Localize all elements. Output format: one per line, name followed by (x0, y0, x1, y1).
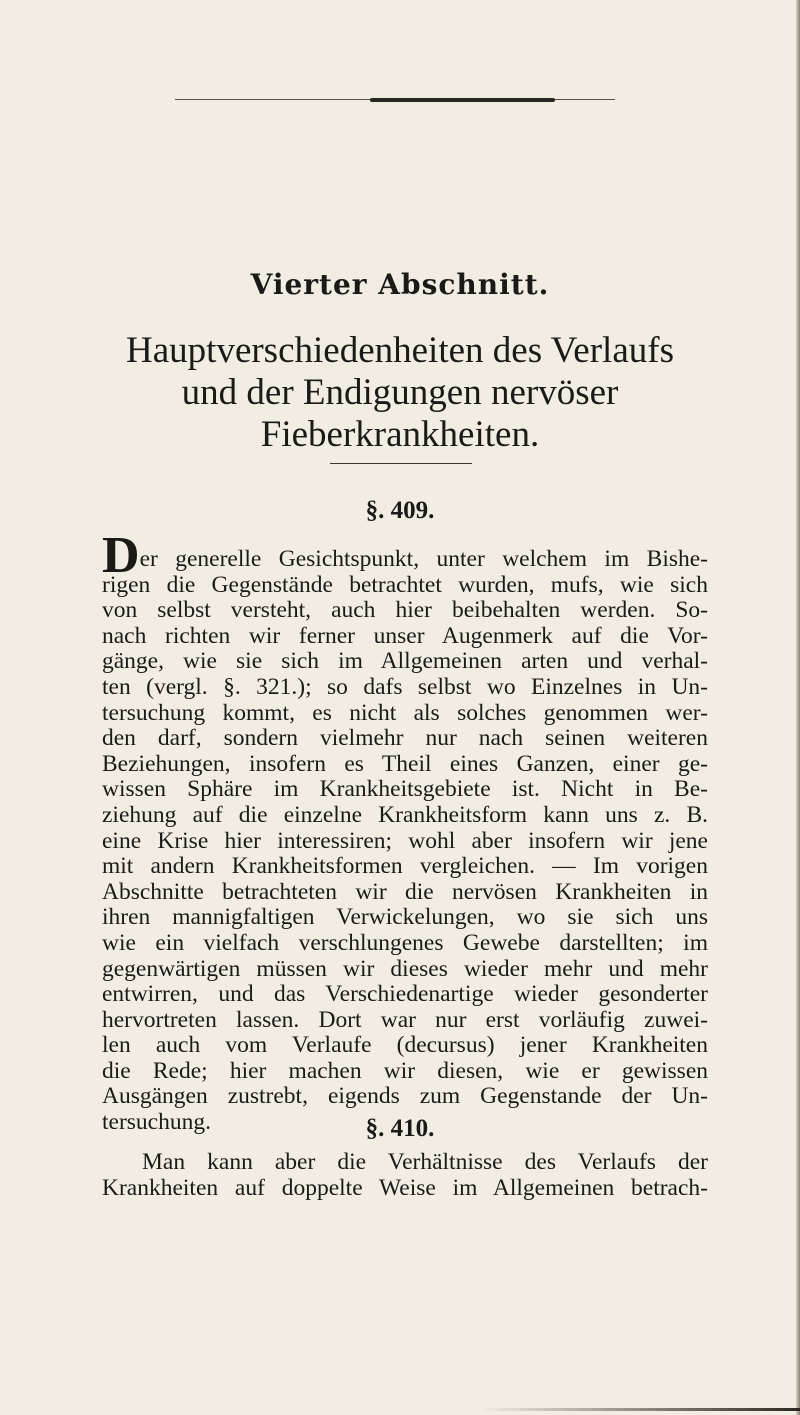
text-line: eine Krise hier interessiren; wohl aber insofern wir jene (102, 827, 708, 854)
paragraph-number: §. 410. (365, 1115, 435, 1142)
text-line: Ausgängen zustrebt, eigends zum Gegenstande der Un- (102, 1083, 708, 1110)
chapter-title-line: Fieberkrankheiten. (260, 414, 540, 455)
text-line: gänge, wie sie sich im Allgemeinen arten und verhal- (102, 648, 708, 675)
chapter-title-line: Hauptverschiedenheiten des Verlaufs (126, 330, 674, 371)
drop-cap: D (102, 527, 140, 584)
text-line: ziehung auf die einzelne Krankheitsform kann uns z. B. (102, 801, 708, 828)
top-rule-ornament (370, 98, 555, 102)
chapter-title (80, 330, 720, 456)
section-heading: Vierter Abschnitt. (250, 268, 550, 301)
chapter-title-line: und der Endigungen nervöser (181, 372, 619, 413)
text-line: entwirren, und das Verschiedenartige wieder gesonderter (102, 981, 708, 1008)
paragraph-number: §. 409. (365, 497, 435, 524)
paragraph-409-body (102, 527, 708, 1136)
text-line: ten (vergl. §. 321.); so dafs selbst wo Einzelnes in Un- (102, 673, 708, 700)
text-line: die Rede; hier machen wir diesen, wie er gewissen (102, 1057, 708, 1084)
paragraph-410-body (102, 1150, 708, 1201)
text-line (102, 527, 708, 584)
text-line: rigen die Gegenstände betrachtet wurden, mufs, wie sich (102, 571, 708, 598)
text-line: len auch vom Verlaufe (decursus) jener Krankheiten (102, 1032, 708, 1059)
text-line: von selbst versteht, auch hier beibehalten werden. So- (102, 597, 708, 624)
text-line: tersuchung kommt, es nicht als solches genommen wer- (102, 699, 708, 726)
text-line: gegenwärtigen müssen wir dieses wieder mehr und mehr (102, 955, 708, 982)
text-line: Krankheiten auf doppelte Weise im Allgemeinen betrach- (102, 1174, 708, 1201)
text-line: Beziehungen, insofern es Theil eines Ganzen, einer ge- (102, 750, 708, 777)
text-line: Abschnitte betrachteten wir die nervösen Krankheiten in (102, 878, 708, 905)
text-line: mit andern Krankheitsformen vergleichen. — Im vorigen (102, 853, 708, 880)
text-line: wie ein vielfach verschlungenes Gewebe darstellten; im (102, 929, 708, 956)
text-line: nach richten wir ferner unser Augenmerk auf die Vor- (102, 622, 708, 649)
text-line: ihren mannigfaltigen Verwickelungen, wo sie sich uns (102, 904, 708, 931)
text-line: tersuchung. (102, 1109, 211, 1136)
text-line: Man kann aber die Verhältnisse des Verlaufs der (142, 1149, 708, 1175)
text-line: wissen Sphäre im Krankheitsgebiete ist. Nicht in Be- (102, 776, 708, 803)
title-divider (330, 463, 472, 464)
page-edge (796, 0, 800, 1415)
text-line: den darf, sondern vielmehr nur nach seinen weiteren (102, 725, 708, 752)
text-line: hervortreten lassen. Dort war nur erst vorläufig zuwei- (102, 1006, 708, 1033)
text-line-content: er generelle Gesichtspunkt, unter welchem im Bishe- (139, 546, 708, 572)
page-bottom-shadow (480, 1408, 800, 1411)
